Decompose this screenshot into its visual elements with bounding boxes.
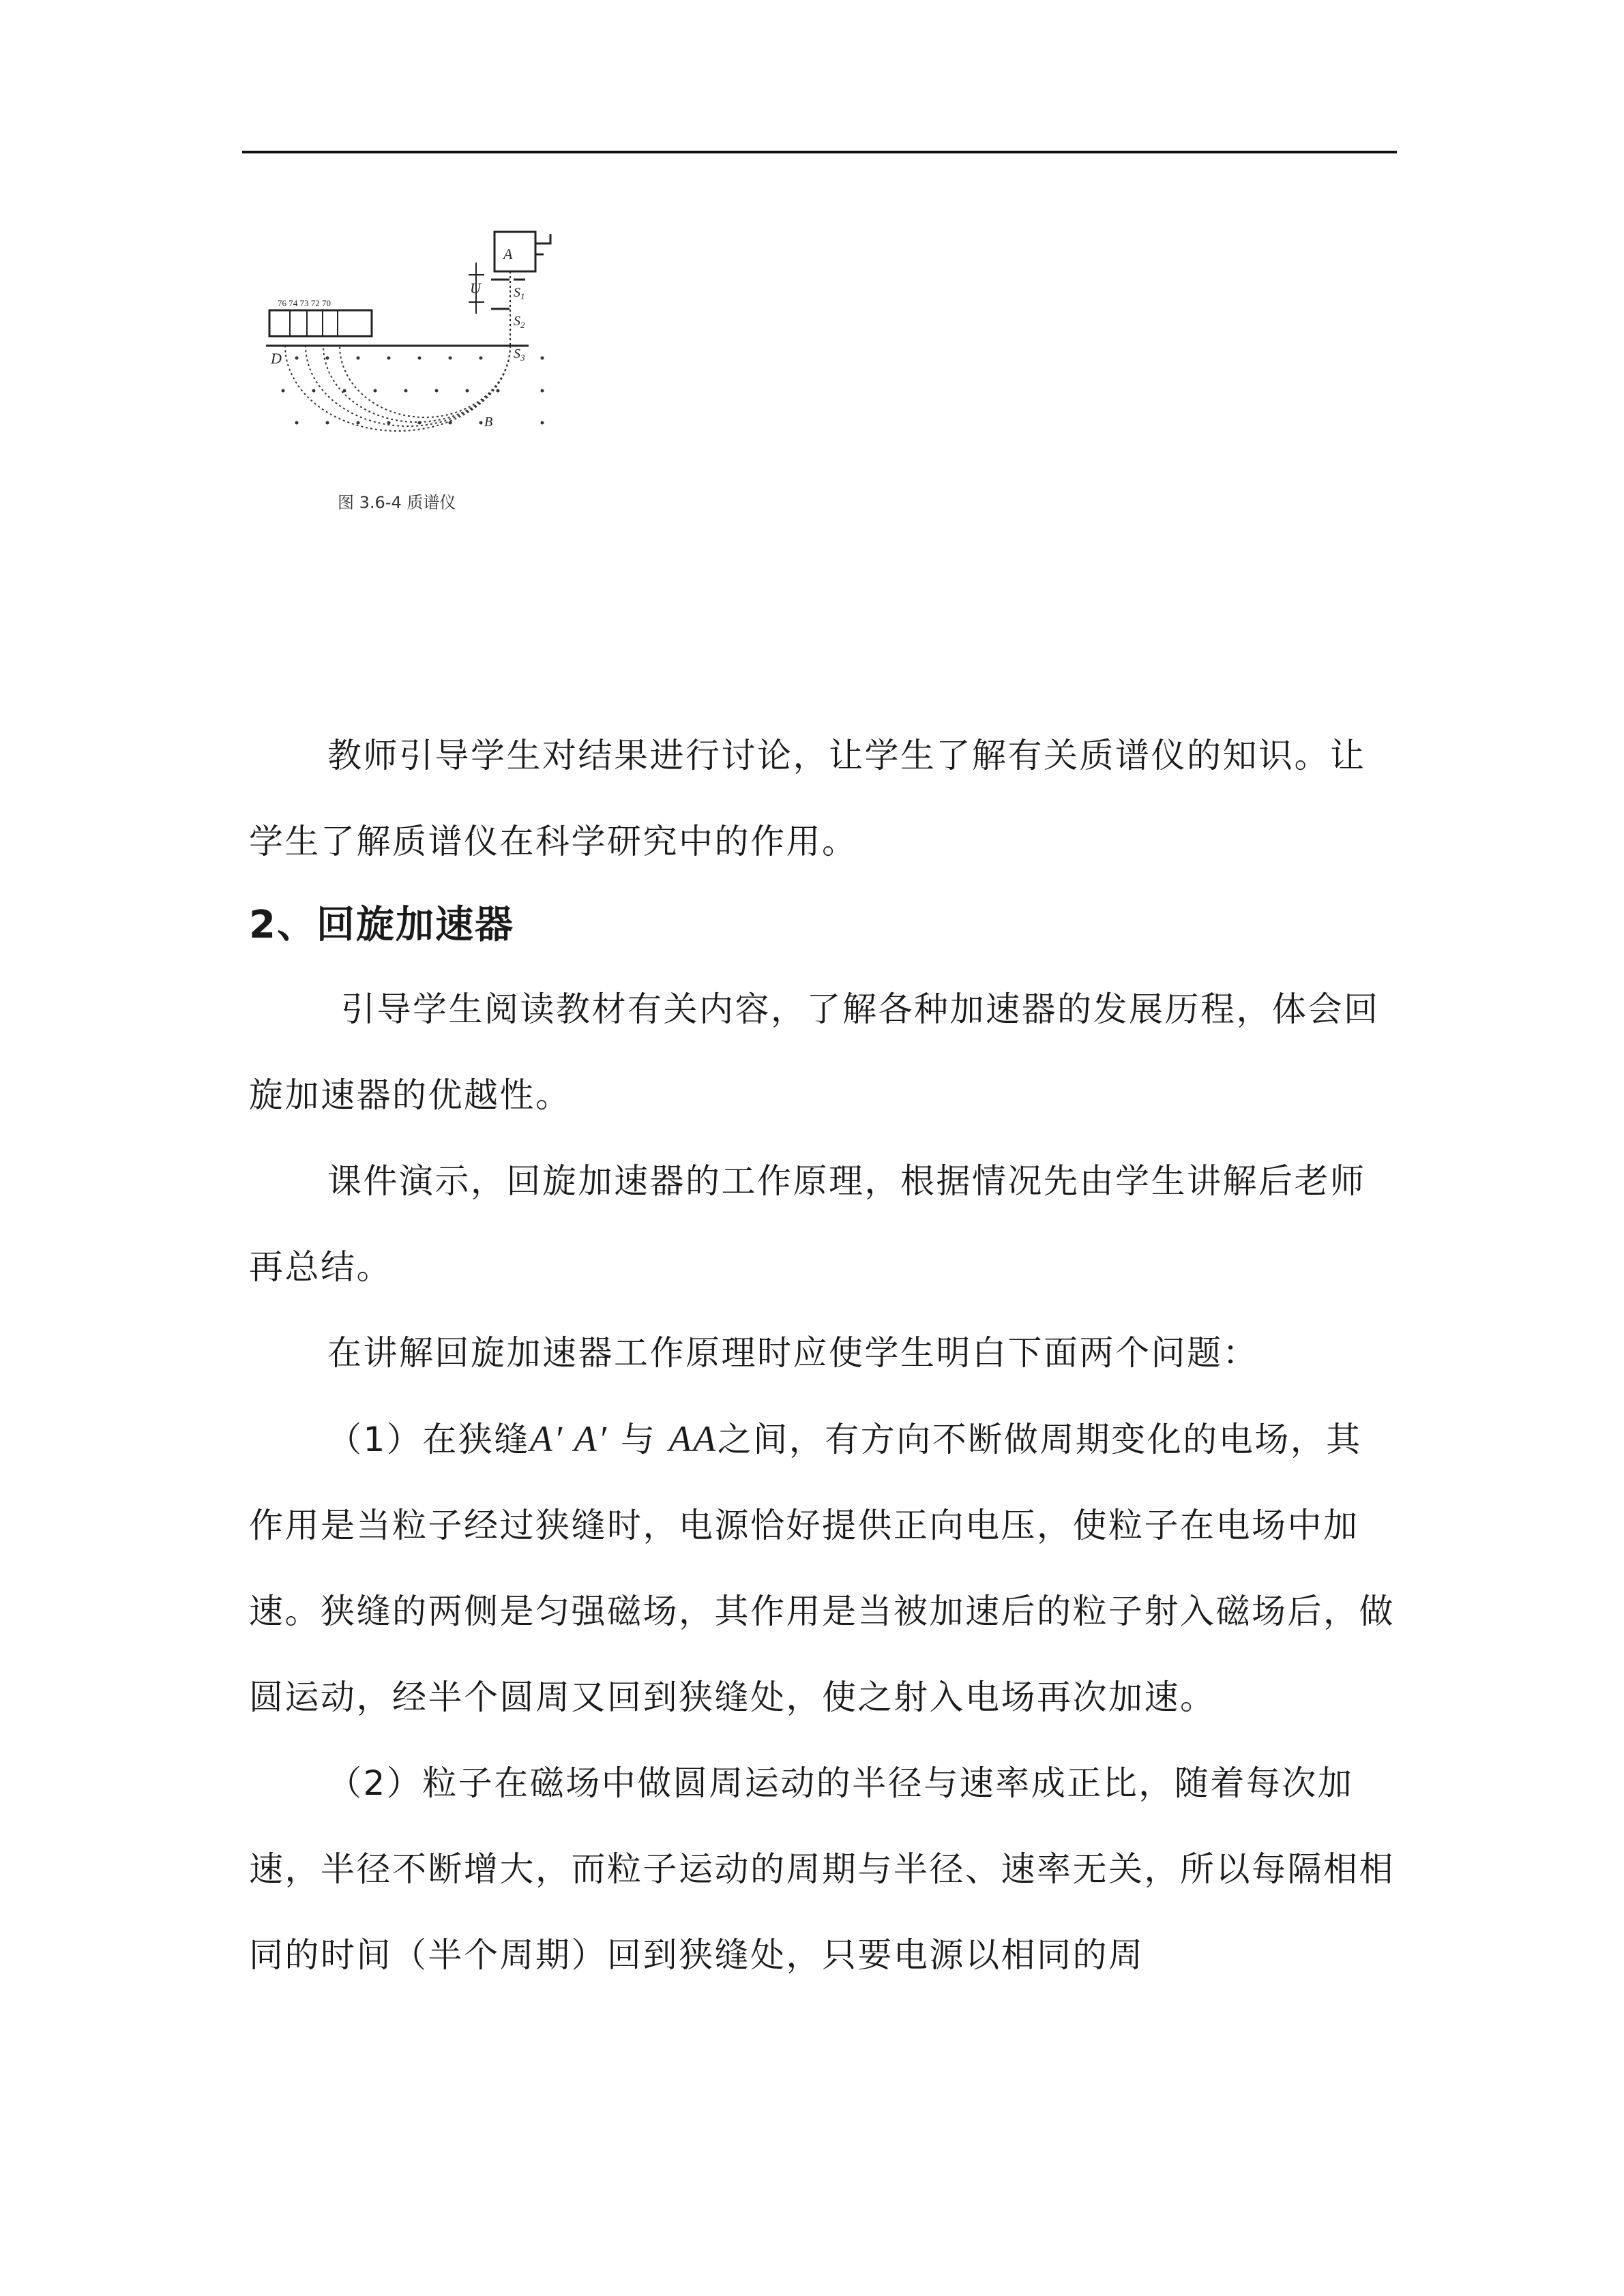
- figure-caption: 图 3.6-4 质谱仪: [338, 493, 456, 512]
- mass-spectrometer-figure: [256, 222, 576, 535]
- label-D: D: [271, 350, 282, 367]
- paragraph-2: 引导学生阅读教材有关内容，了解各种加速器的发展历程，体会回旋加速器的优越性。: [249, 989, 1380, 1115]
- magnetic-field-dots: [282, 357, 544, 425]
- paragraph-1: 教师引导学生对结果进行讨论，让学生了解有关质谱仪的知识。让学生了解质谱仪在科学研究中的作用。: [249, 736, 1366, 861]
- label-S2-sub: 2: [520, 320, 525, 330]
- p5-part-c: 之间，有方向不断做周期变化的电场，其作用是当粒子经过狭缝时，电源恰好提供正向电压，使粒子在电场中加速。狭缝的两侧是匀强磁场，其作用是当被加速后的粒子射入磁场后，做圆运动，经半个圆周又回到狭缝处，使之射入电场再次加速。: [249, 1420, 1395, 1717]
- scale-labels: 76 74 73 72 70: [278, 298, 331, 308]
- label-S3: S: [514, 346, 520, 361]
- p5-slit-aa: AA: [668, 1418, 718, 1459]
- label-S1-sub: 1: [520, 291, 525, 301]
- section-heading: 2、回旋加速器: [249, 903, 514, 947]
- label-U: U: [470, 280, 481, 297]
- header-rule: [242, 151, 1397, 153]
- paragraph-4: 在讲解回旋加速器工作原理时应使学生明白下面两个问题：: [327, 1333, 1258, 1373]
- svg-text:S3: [514, 346, 525, 363]
- label-S1: S: [514, 285, 520, 300]
- label-A: A: [503, 245, 513, 263]
- body-text: [249, 713, 1395, 1998]
- label-S3-sub: 3: [520, 353, 525, 363]
- paragraph-3: 课件演示，回旋加速器的工作原理，根据情况先由学生讲解后老师再总结。: [249, 1161, 1366, 1287]
- mass-spectrometer-diagram: [256, 222, 576, 535]
- paragraph-5: [249, 1396, 1395, 1740]
- p5-part-a: （1）在狭缝: [327, 1420, 530, 1459]
- svg-text:S2: [514, 314, 525, 330]
- svg-text:S1: [514, 285, 525, 301]
- paragraph-6: （2）粒子在磁场中做圆周运动的半径与速率成正比，随着每次加速，半径不断增大，而粒子运动的周期与半径、速率无关，所以每隔相相同的时间（半个周期）回到狭缝处，只要电源以相同的周: [249, 1763, 1395, 1975]
- label-S2: S: [514, 314, 520, 329]
- p5-part-b: 与: [608, 1420, 669, 1459]
- p5-slit-a-prime: A′ A′: [529, 1418, 608, 1459]
- ion-trajectories: [285, 346, 510, 431]
- label-B: B: [484, 415, 493, 430]
